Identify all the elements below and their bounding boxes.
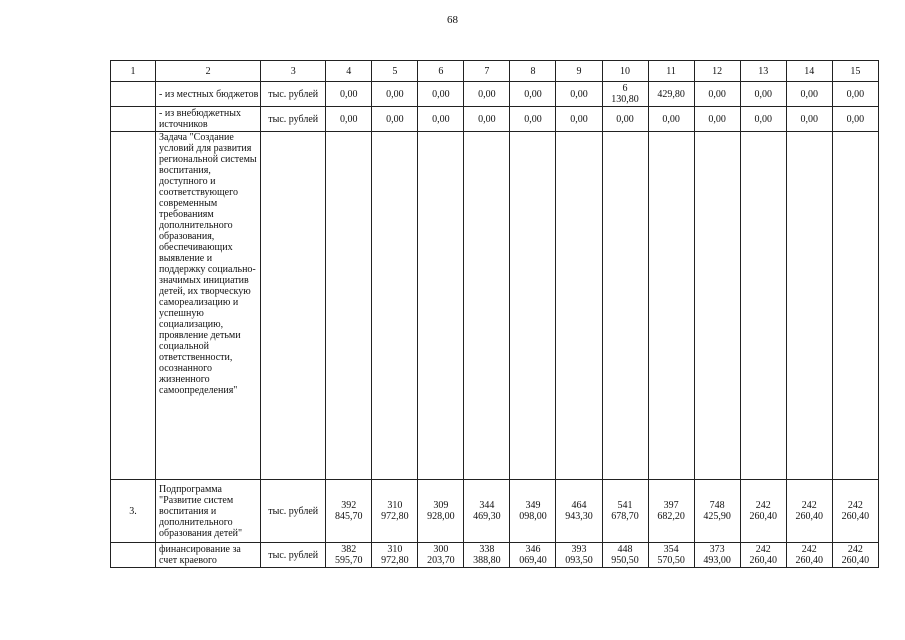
value-cell (326, 543, 372, 568)
value-part: 069,40 (519, 555, 547, 566)
value-part: 0,00 (340, 88, 358, 100)
value-part: 300 (433, 544, 449, 555)
col-header: 1 (111, 61, 156, 82)
value-cell (326, 82, 372, 107)
row-name (156, 107, 261, 132)
value-part: 682,20 (657, 511, 685, 522)
value-part: 260,40 (749, 555, 777, 566)
col-header: 11 (648, 61, 694, 82)
value-cell (510, 543, 556, 568)
value-cell (832, 82, 878, 107)
value-cell (694, 107, 740, 132)
value-part: 0,00 (708, 88, 726, 100)
value-part: 0,00 (386, 88, 404, 100)
value-cell (832, 480, 878, 543)
value-part: 425,90 (703, 511, 731, 522)
row-name-text: финансирование за счет краевого (159, 544, 241, 566)
value-part: 310 (387, 544, 403, 555)
value-part: 388,80 (473, 555, 501, 566)
row-number (111, 132, 156, 480)
value-cell (372, 107, 418, 132)
value-cell (326, 107, 372, 132)
value-cell (832, 132, 878, 480)
value-part: 0,00 (754, 113, 772, 125)
value-part: 203,70 (427, 555, 455, 566)
header-row (111, 61, 879, 82)
col-header: 10 (602, 61, 648, 82)
value-part: 260,40 (841, 511, 870, 522)
value-cell (740, 480, 786, 543)
value-cell (418, 543, 464, 568)
value-part: 349 (525, 500, 541, 511)
value-cell (648, 82, 694, 107)
col-header: 2 (156, 61, 261, 82)
table-row (111, 107, 879, 132)
value-part: 0,00 (570, 113, 588, 125)
table-row (111, 543, 879, 568)
value-part: 310 (387, 500, 403, 511)
value-cell (464, 107, 510, 132)
value-part: 0,00 (616, 113, 634, 125)
col-header: 9 (556, 61, 602, 82)
value-part: 972,80 (381, 511, 409, 522)
value-cell (372, 82, 418, 107)
row-name (156, 543, 261, 568)
table-row (111, 82, 879, 107)
value-cell (418, 82, 464, 107)
row-number (111, 82, 156, 107)
value-part: 242 (755, 500, 771, 511)
value-part: 354 (663, 544, 679, 555)
value-part: 0,00 (478, 88, 496, 100)
value-cell (326, 480, 372, 543)
value-cell (602, 132, 648, 480)
col-header: 8 (510, 61, 556, 82)
value-part: 260,40 (795, 511, 823, 522)
value-part: 393 (571, 544, 587, 555)
value-part: 382 (341, 544, 357, 555)
row-name (156, 82, 261, 107)
value-part: 260,40 (841, 555, 870, 566)
value-part: 6 (622, 83, 628, 94)
value-part: 392 (341, 500, 357, 511)
row-unit: тыс. рублей (261, 543, 326, 568)
row-unit: тыс. рублей (261, 82, 326, 107)
value-part: 0,00 (570, 88, 588, 100)
value-part: 0,00 (432, 113, 450, 125)
value-cell (464, 82, 510, 107)
value-part: 0,00 (846, 113, 865, 125)
value-cell (464, 480, 510, 543)
value-part: 098,00 (519, 511, 547, 522)
value-part: 845,70 (335, 511, 363, 522)
value-cell (556, 132, 602, 480)
row-unit: тыс. рублей (261, 107, 326, 132)
value-part: 0,00 (754, 88, 772, 100)
value-part: 943,30 (565, 511, 593, 522)
col-header: 13 (740, 61, 786, 82)
value-cell (510, 107, 556, 132)
value-cell (832, 107, 878, 132)
value-cell (694, 132, 740, 480)
value-part: 242 (847, 544, 863, 555)
row-name-text: Подпрограмма "Развитие систем воспитания и дополнительного образования детей" (159, 483, 243, 539)
value-cell (648, 132, 694, 480)
value-cell (740, 82, 786, 107)
value-part: 493,00 (703, 555, 731, 566)
value-cell (510, 480, 556, 543)
value-cell (464, 132, 510, 480)
value-cell (786, 82, 832, 107)
value-cell (694, 543, 740, 568)
value-part: 397 (663, 500, 679, 511)
value-cell (510, 82, 556, 107)
row-unit: тыс. рублей (261, 480, 326, 543)
col-header: 3 (261, 61, 326, 82)
value-part: 130,80 (611, 94, 639, 105)
row-name (156, 132, 261, 480)
value-cell (418, 107, 464, 132)
col-header: 15 (832, 61, 878, 82)
value-cell (740, 543, 786, 568)
value-cell (740, 132, 786, 480)
value-cell (832, 543, 878, 568)
value-cell (602, 82, 648, 107)
table-row (111, 132, 879, 480)
value-cell (786, 107, 832, 132)
row-name-text: - из внебюджетных источников (159, 108, 241, 130)
value-part: 748 (709, 500, 725, 511)
value-part: 338 (479, 544, 495, 555)
row-unit (261, 132, 326, 480)
value-part: 093,50 (565, 555, 593, 566)
value-cell (418, 480, 464, 543)
value-part: 0,00 (386, 113, 404, 125)
page-number: 68 (447, 14, 458, 26)
value-cell (786, 132, 832, 480)
value-part: 0,00 (708, 113, 726, 125)
value-cell (602, 543, 648, 568)
value-cell (694, 82, 740, 107)
value-part: 0,00 (846, 88, 865, 100)
value-part: 0,00 (432, 88, 450, 100)
table-row (111, 480, 879, 543)
value-part: 464 (571, 500, 587, 511)
value-part: 344 (479, 500, 495, 511)
value-part: 678,70 (611, 511, 639, 522)
row-number (111, 107, 156, 132)
value-cell (648, 480, 694, 543)
row-number (111, 543, 156, 568)
value-cell (740, 107, 786, 132)
col-header: 12 (694, 61, 740, 82)
value-cell (786, 480, 832, 543)
value-part: 260,40 (749, 511, 777, 522)
col-header: 4 (326, 61, 372, 82)
value-part: 242 (755, 544, 771, 555)
row-name-text: - из местных бюджетов (159, 88, 259, 100)
value-cell (464, 543, 510, 568)
value-part: 972,80 (381, 555, 409, 566)
value-part: 0,00 (800, 113, 818, 125)
value-part: 429,80 (657, 88, 685, 100)
value-cell (602, 107, 648, 132)
value-part: 541 (617, 500, 633, 511)
col-header: 5 (372, 61, 418, 82)
value-part: 0,00 (340, 113, 358, 125)
value-cell (372, 480, 418, 543)
value-part: 570,50 (657, 555, 685, 566)
value-cell (326, 132, 372, 480)
value-part: 242 (801, 500, 817, 511)
value-cell (510, 132, 556, 480)
value-cell (372, 132, 418, 480)
value-part: 0,00 (478, 113, 496, 125)
col-header: 7 (464, 61, 510, 82)
value-part: 928,00 (427, 511, 455, 522)
value-cell (556, 480, 602, 543)
value-part: 595,70 (335, 555, 363, 566)
budget-table (110, 60, 879, 568)
col-header: 14 (786, 61, 832, 82)
value-part: 373 (709, 544, 725, 555)
value-part: 309 (433, 500, 449, 511)
value-cell (418, 132, 464, 480)
value-cell (648, 107, 694, 132)
value-part: 0,00 (662, 113, 680, 125)
value-part: 260,40 (795, 555, 823, 566)
row-name-text: Задача "Создание условий для развития региональной системы воспитания, доступного и соответствующего современным требованиям дополнительного образования, обеспечивающих выявление и поддержку социально-значимых инициатив детей, их творческую самореализацию и успешную социализацию, проявление детьми социальной ответственности, осознанного жизненного самоопределения" (159, 132, 257, 396)
value-part: 950,50 (611, 555, 639, 566)
value-part: 0,00 (524, 113, 542, 125)
row-name (156, 480, 261, 543)
value-cell (372, 543, 418, 568)
value-cell (648, 543, 694, 568)
value-cell (556, 543, 602, 568)
value-part: 0,00 (800, 88, 818, 100)
value-cell (556, 107, 602, 132)
value-cell (694, 480, 740, 543)
col-header: 6 (418, 61, 464, 82)
value-part: 346 (525, 544, 541, 555)
row-number: 3. (111, 480, 156, 543)
value-part: 448 (617, 544, 633, 555)
value-part: 242 (847, 500, 863, 511)
value-part: 0,00 (524, 88, 542, 100)
value-cell (602, 480, 648, 543)
value-part: 469,30 (473, 511, 501, 522)
value-part: 242 (801, 544, 817, 555)
value-cell (556, 82, 602, 107)
value-cell (786, 543, 832, 568)
